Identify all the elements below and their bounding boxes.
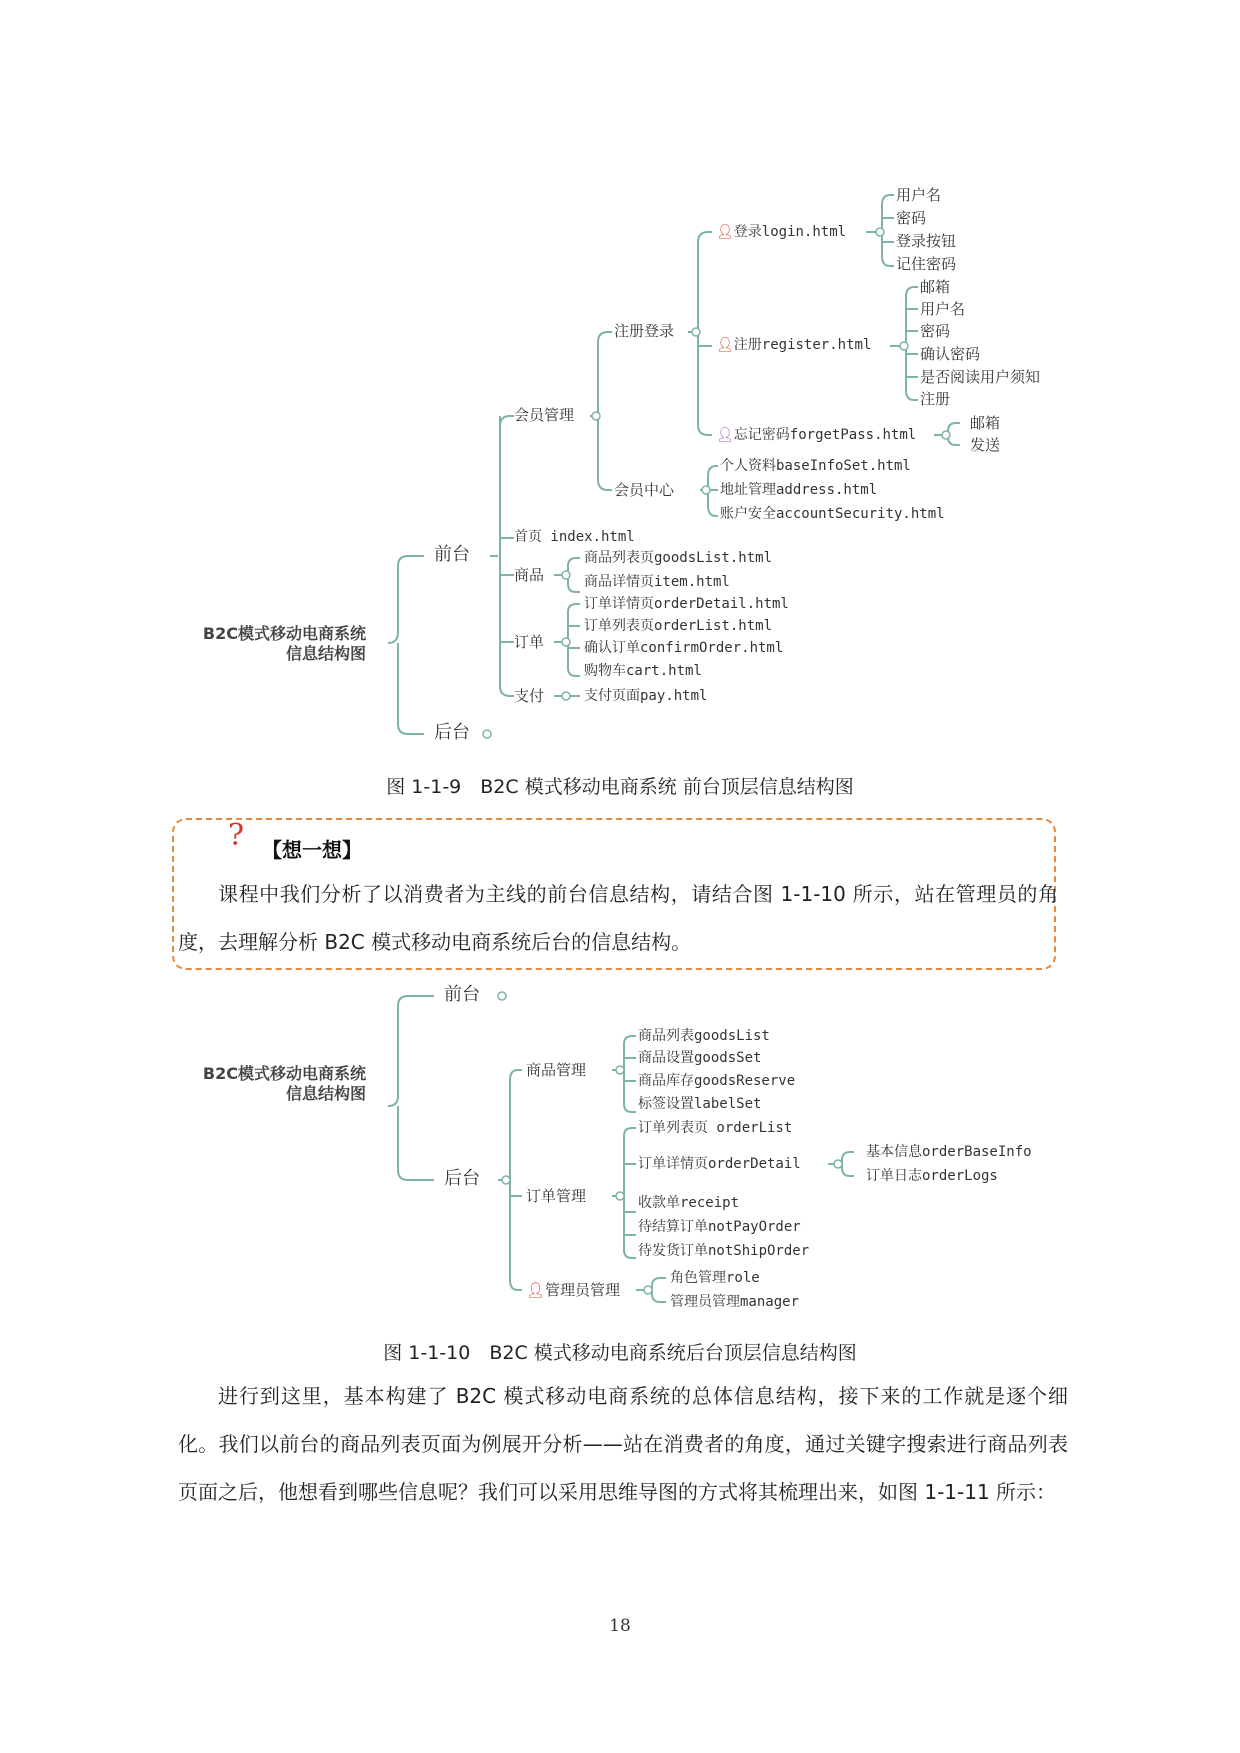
fig1-register-child: 邮箱 xyxy=(920,278,951,296)
figure2-caption: 图 1-1-10 B2C 模式移动电商系统后台顶层信息结构图 xyxy=(383,1342,857,1364)
fig1-qiantai: 前台 xyxy=(434,544,470,565)
user-icon: 👤︎ xyxy=(716,224,734,240)
fig1-shouye: 首页 index.html xyxy=(514,529,635,545)
fig2-goods-mgmt: 商品管理 xyxy=(526,1061,587,1079)
fig2-order-rest: 待发货订单notShipOrder xyxy=(638,1243,810,1259)
body-paragraph: 进行到这里，基本构建了 B2C 模式移动电商系统的总体信息结构，接下来的工作就是逐个细化。我们以前台的商品列表页面为例展开分析——站在消费者的角度，通过关键字搜索进行商品列表页面之后，他想看到哪些信息呢？我们可以采用思维导图的方式将其梳理出来，如图 1-1-11 所示： xyxy=(178,1384,1068,1504)
fig2-order-list: 订单列表页 orderList xyxy=(638,1120,793,1136)
user-icon: 👤︎ xyxy=(526,1281,546,1299)
fig1-root xyxy=(176,624,366,664)
fig2-houtai: 后台 xyxy=(444,1168,480,1189)
fig1-register-child: 用户名 xyxy=(920,300,966,318)
fig2-order-rest: 待结算订单notPayOrder xyxy=(638,1219,801,1235)
fig2-order-detail-child: 基本信息orderBaseInfo xyxy=(866,1144,1032,1160)
fig1-zhifu-child: 支付页面pay.html xyxy=(584,688,708,704)
fig1-houtai: 后台 xyxy=(434,722,470,743)
fig1-register-child: 确认密码 xyxy=(920,345,981,363)
fig1-center-child: 账户安全accountSecurity.html xyxy=(720,506,945,522)
fig2-order-detail: 订单详情页orderDetail xyxy=(638,1156,801,1172)
fig1-root-line1: B2C模式移动电商系统 xyxy=(202,624,366,643)
fig2-order-mgmt: 订单管理 xyxy=(526,1187,587,1205)
fig2-order-detail-child: 订单日志orderLogs xyxy=(866,1168,998,1184)
fig2-goods-child: 商品列表goodsList xyxy=(638,1028,770,1044)
fig1-login: 👤︎登录login.html xyxy=(716,224,847,240)
think-text: 课程中我们分析了以消费者为主线的前台信息结构，请结合图 1-1-10 所示，站在管理员的角度，去理解分析 B2C 模式移动电商系统后台的信息结构。 xyxy=(178,882,1058,954)
fig1-forget-child: 邮箱 xyxy=(970,414,1001,432)
fig1-shangpin: 商品 xyxy=(514,566,545,584)
fig1-root-line2: 信息结构图 xyxy=(285,644,366,663)
fig1-zhuce-denglu: 注册登录 xyxy=(614,322,675,340)
fig1-dingdan-child: 购物车cart.html xyxy=(584,663,702,679)
user-icon: 👤︎ xyxy=(716,337,734,353)
fig1-dingdan-child: 确认订单confirmOrder.html xyxy=(584,640,784,656)
fig1-dingdan-child: 订单列表页orderList.html xyxy=(584,618,773,634)
user-icon: 👤︎ xyxy=(716,427,734,443)
fig1-login-child: 密码 xyxy=(896,209,927,227)
fig1-huiyuan-center: 会员中心 xyxy=(614,481,675,499)
fig2-goods-child: 商品设置goodsSet xyxy=(638,1050,762,1066)
fig1-dingdan: 订单 xyxy=(514,633,545,651)
fig2-admin-child: 角色管理role xyxy=(670,1270,760,1286)
think-title: 【想一想】 xyxy=(262,838,362,862)
fig2-root xyxy=(176,1064,366,1104)
fig2-goods-child: 商品库存goodsReserve xyxy=(638,1073,796,1089)
fig1-login-child: 记住密码 xyxy=(896,255,957,273)
fig2-root-line2: 信息结构图 xyxy=(285,1084,366,1103)
fig2-goods-child: 标签设置labelSet xyxy=(638,1096,762,1112)
figure1-caption: 图 1-1-9 B2C 模式移动电商系统 前台顶层信息结构图 xyxy=(386,776,854,798)
fig1-forget: 👤︎忘记密码forgetPass.html xyxy=(716,427,917,443)
fig1-dingdan-child: 订单详情页orderDetail.html xyxy=(584,596,789,612)
fig1-register: 👤︎注册register.html xyxy=(716,337,872,353)
fig2-qiantai: 前台 xyxy=(444,984,480,1005)
fig2-admin-child: 管理员管理manager xyxy=(670,1294,800,1310)
fig1-login-child: 登录按钮 xyxy=(896,232,957,250)
fig1-huiyuan: 会员管理 xyxy=(514,406,575,424)
question-mark-icon: ? xyxy=(228,818,245,853)
fig1-register-child: 密码 xyxy=(920,322,951,340)
fig1-center-child: 个人资料baseInfoSet.html xyxy=(720,458,911,474)
fig1-zhifu: 支付 xyxy=(514,687,545,705)
fig1-register-child: 注册 xyxy=(920,390,951,408)
fig2-admin-mgmt: 👤︎管理员管理 xyxy=(526,1281,621,1299)
fig1-center-child: 地址管理address.html xyxy=(720,482,878,498)
fig1-register-child: 是否阅读用户须知 xyxy=(920,368,1041,386)
fig1-forget-child: 发送 xyxy=(970,436,1001,454)
fig1-login-child: 用户名 xyxy=(896,186,942,204)
fig1-shangpin-child: 商品列表页goodsList.html xyxy=(584,550,773,566)
page-number: 18 xyxy=(609,1616,631,1636)
fig1-shangpin-child: 商品详情页item.html xyxy=(584,574,730,590)
fig2-root-line1: B2C模式移动电商系统 xyxy=(202,1064,366,1083)
fig2-order-rest: 收款单receipt xyxy=(638,1195,740,1211)
